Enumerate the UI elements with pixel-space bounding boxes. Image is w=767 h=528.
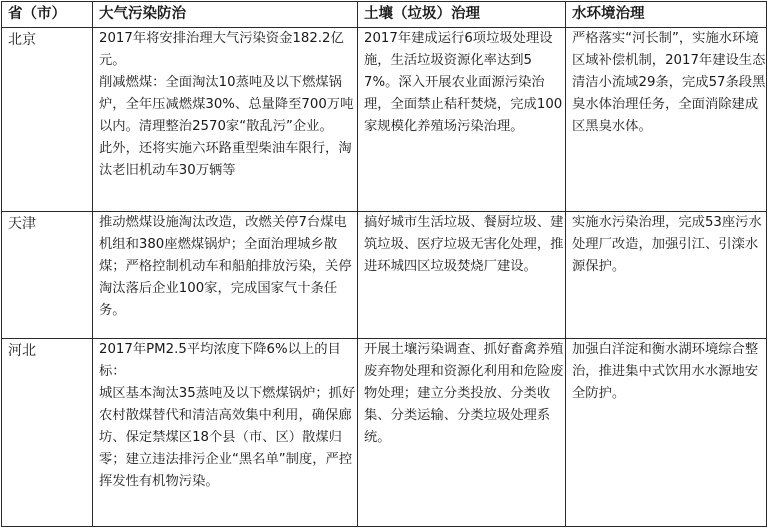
- water-cell: 实施水污染治理，完成53座污水处理厂改造，加强引江、引滦水源保护。: [566, 211, 767, 339]
- header-region: 省（市）: [2, 2, 93, 28]
- air-cell: [93, 28, 358, 212]
- header-row: [2, 2, 767, 28]
- pollution-control-table: [1, 1, 767, 527]
- air-paragraph: 2017年PM2.5平均浓度下降6%以上的目标：: [99, 342, 341, 380]
- table-row: [2, 339, 767, 527]
- water-cell: 加强白洋淀和衡水湖环境综合整治，推进集中式饮用水水源地安全防护。: [566, 339, 767, 527]
- region-cell: 河北: [2, 339, 93, 527]
- air-paragraph: 削减燃煤：全面淘汰10蒸吨及以下燃煤锅炉，全年压减燃煤30%、总量降至700万吨以内。清理整治2570家“散乱污”企业。: [99, 75, 354, 134]
- table-row: [2, 211, 767, 339]
- soil-cell: 搞好城市生活垃圾、餐厨垃圾、建筑垃圾、医疗垃圾无害化处理，推进环城四区垃圾焚烧厂建设。: [358, 211, 566, 339]
- air-paragraph: 推动燃煤设施淘汰改造，改燃关停7台煤电机组和380座燃煤锅炉；全面治理城乡散煤；严格控制机动车和船舶排放污染，关停淘汰落后企业100家，完成国家气十条任务。: [99, 214, 352, 318]
- soil-cell: 开展土壤污染调查、抓好畜禽养殖废弃物处理和资源化利用和危险废物处理；建立分类投放、分类收集、分类运输、分类垃圾处理系统。: [358, 339, 566, 527]
- header-soil: 土壤（垃圾）治理: [358, 2, 566, 28]
- air-paragraph: 此外，还将实施六环路重型柴油车限行，淘汰老旧机动车30万辆等: [99, 141, 352, 178]
- region-cell: 天津: [2, 211, 93, 339]
- air-paragraph: 2017年将安排治理大气污染资金182.2亿元。: [99, 31, 344, 68]
- air-paragraph: 城区基本淘汰35蒸吨及以下燃煤锅炉；抓好农村散煤替代和清洁高效集中利用，确保廊坊、保定禁煤区18个县（市、区）散煤归零；建立违法排污企业“黑名单”制度，严控挥发性有机物污染。: [99, 386, 356, 490]
- region-cell: 北京: [2, 28, 93, 212]
- air-cell: [93, 211, 358, 339]
- soil-cell: 2017年建成运行6项垃圾处理设施，生活垃圾资源化率达到57%。深入开展农业面源污染治理，全面禁止秸秆焚烧，完成100家规模化养殖场污染治理。: [358, 28, 566, 212]
- table-row: [2, 28, 767, 212]
- header-water: 水环境治理: [566, 2, 767, 28]
- water-cell: 严格落实“河长制”，实施水环境区域补偿机制，2017年建设生态清洁小流域29条，完成57条段黑臭水体治理任务，全面消除建成区黑臭水体。: [566, 28, 767, 212]
- air-cell: [93, 339, 358, 527]
- header-air: 大气污染防治: [93, 2, 358, 28]
